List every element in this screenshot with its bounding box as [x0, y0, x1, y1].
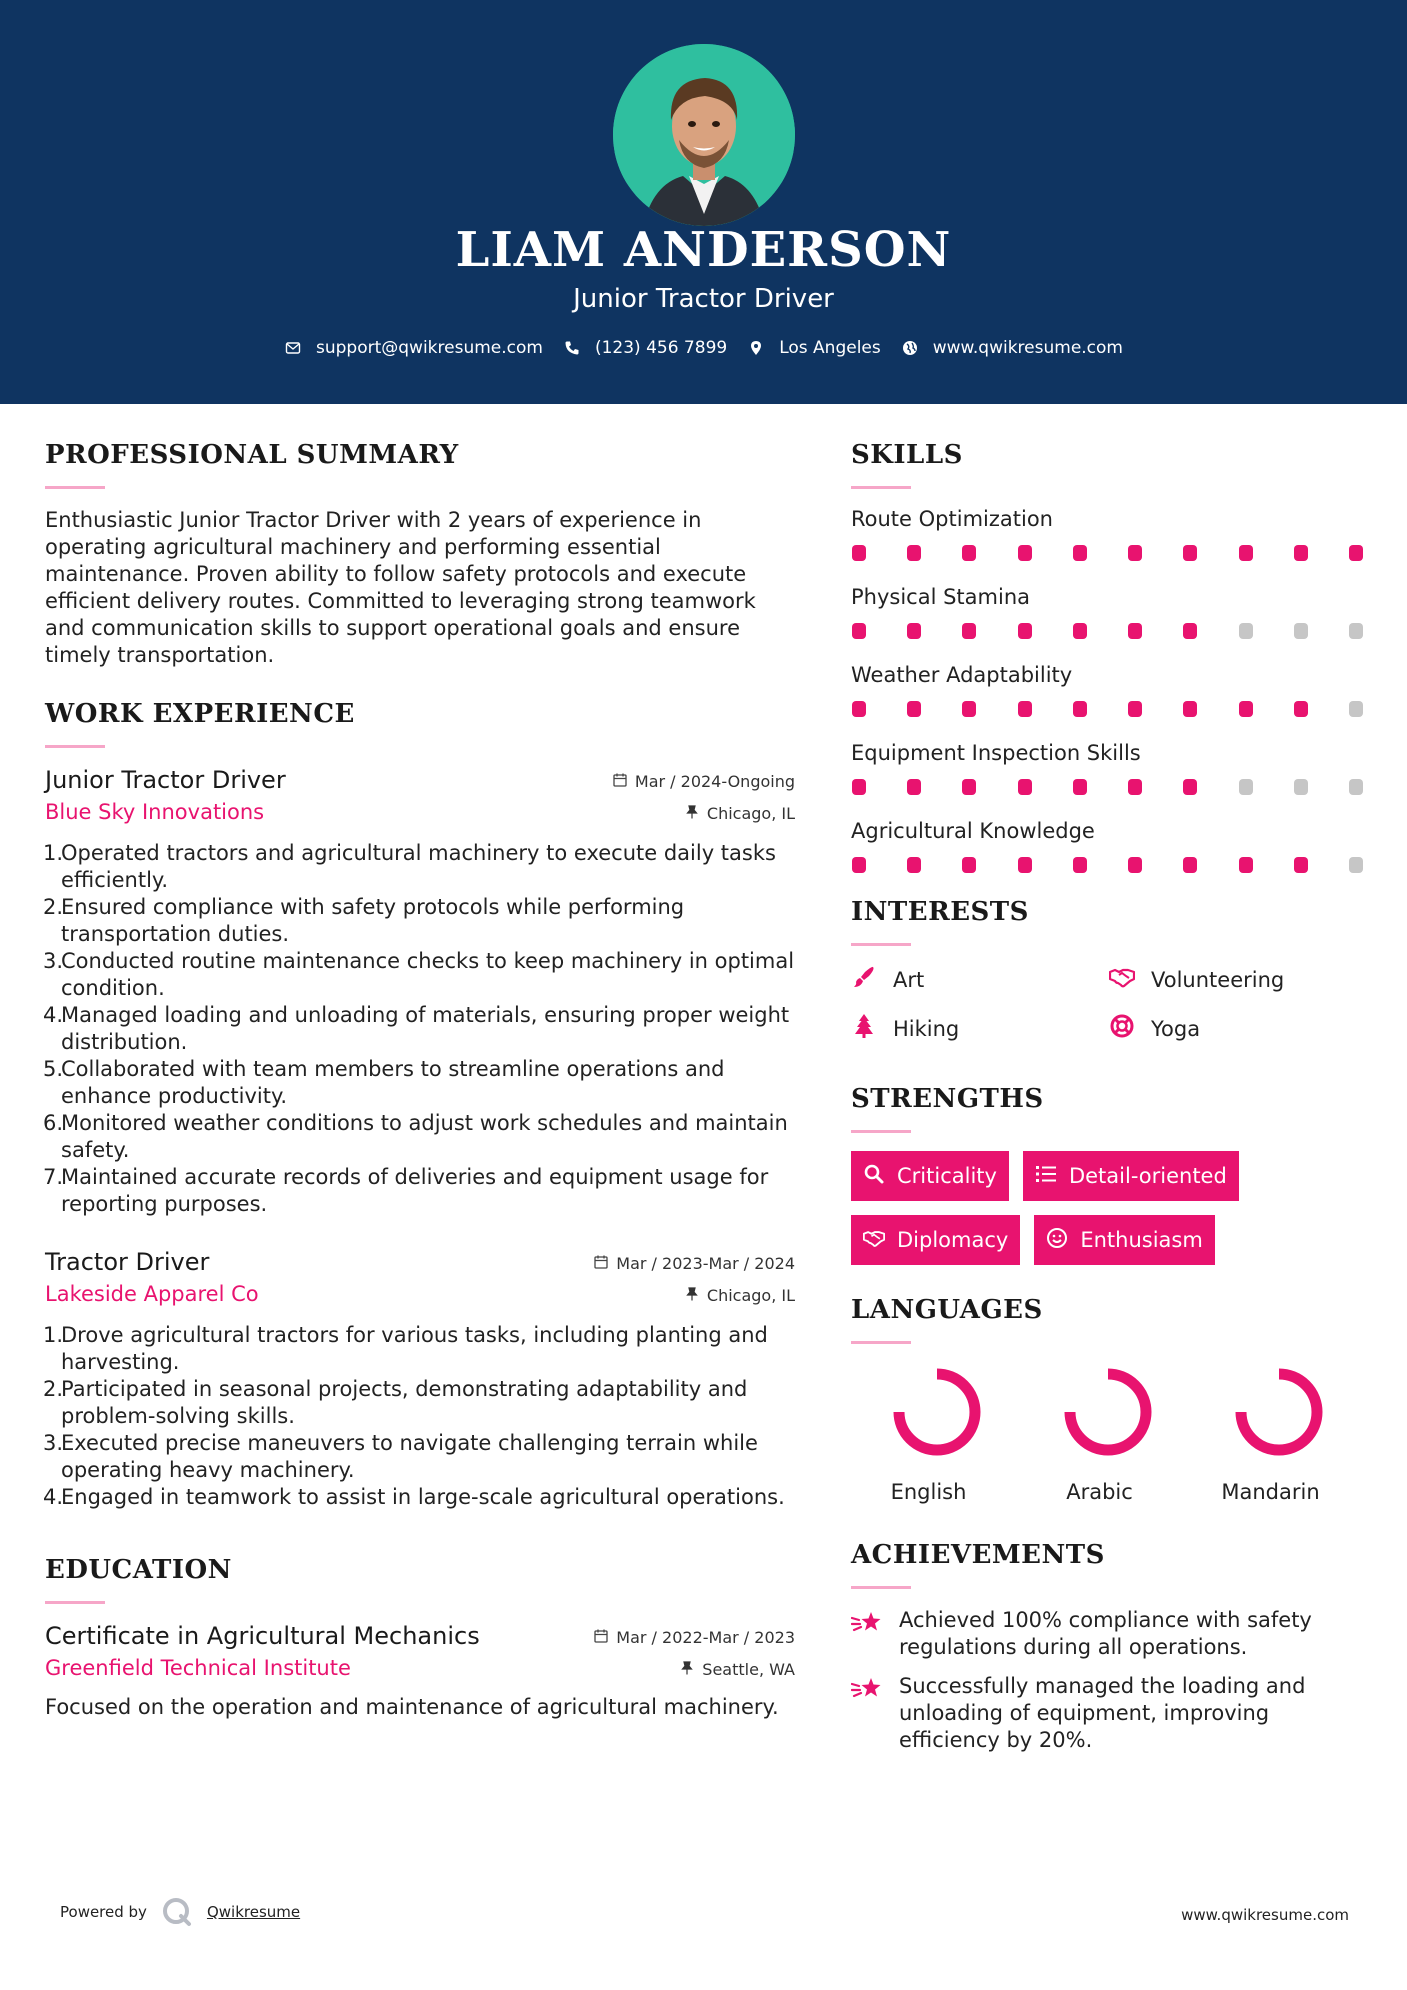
- interests-section: [851, 897, 1371, 1044]
- strength-tags: [851, 1151, 1371, 1265]
- search-icon: [863, 1163, 885, 1190]
- shooting-star-icon: [851, 1607, 883, 1661]
- rating-dot-filled: [1128, 701, 1142, 717]
- rating-dot-empty: [1294, 779, 1308, 795]
- tree-icon: [851, 1013, 877, 1044]
- skills-section: [851, 440, 1371, 873]
- qwikresume-logo-icon: [161, 1896, 193, 1928]
- rating-dot-filled: [1073, 779, 1087, 795]
- duty-item: 1. Operated tractors and agricultural machinery to execute daily tasks efficiently.: [43, 841, 776, 892]
- rating-dot-filled: [1018, 857, 1032, 873]
- phone-text: (123) 456 7899: [594, 338, 728, 358]
- job-company: Blue Sky Innovations: [45, 800, 265, 824]
- education-location: Seattle, WA: [702, 1660, 795, 1679]
- rating-dot-empty: [1349, 779, 1363, 795]
- degree-title: Certificate in Agricultural Mechanics: [45, 1622, 480, 1650]
- qwikresume-link[interactable]: Qwikresume: [206, 1903, 301, 1921]
- contact-website[interactable]: [901, 338, 1123, 358]
- proficiency-arc: [1241, 1374, 1317, 1450]
- section-divider: [45, 1601, 105, 1604]
- proficiency-ring: [1229, 1362, 1329, 1462]
- languages-title: LANGUAGES: [851, 1295, 1043, 1325]
- languages-section: [851, 1295, 1371, 1504]
- rating-dot-filled: [1294, 701, 1308, 717]
- skill-name: Agricultural Knowledge: [851, 819, 1095, 843]
- section-divider: [851, 1341, 911, 1344]
- interests-grid: [851, 964, 1371, 1044]
- duty-item: 7. Maintained accurate records of deliveries and equipment usage for reporting purposes.: [43, 1165, 769, 1216]
- section-divider: [851, 943, 911, 946]
- strength-tag: Criticality: [851, 1151, 1009, 1201]
- duty-item: 3. Executed precise maneuvers to navigate challenging terrain while operating heavy machinery.: [43, 1431, 758, 1482]
- proficiency-ring: [1058, 1362, 1158, 1462]
- language-item: Mandarin: [1193, 1362, 1364, 1504]
- contact-bar: [0, 338, 1407, 358]
- skill-rating: [851, 857, 1363, 873]
- education-section: [45, 1555, 795, 1721]
- rating-dot-empty: [1294, 623, 1308, 639]
- rating-dot-filled: [852, 857, 866, 873]
- phone-icon: [563, 339, 581, 357]
- rating-dot-filled: [1183, 857, 1197, 873]
- job-dates: Mar / 2023-Mar / 2024: [616, 1254, 795, 1273]
- skill-rating: [851, 701, 1363, 717]
- rating-dot-filled: [1073, 545, 1087, 561]
- rating-dot-filled: [962, 623, 976, 639]
- right-column: [851, 440, 1371, 1766]
- job-entry: [45, 766, 795, 1218]
- section-divider: [851, 1586, 911, 1589]
- skill-rating: [851, 779, 1363, 795]
- handshake-icon: [1109, 964, 1135, 995]
- strengths-title: STRENGTHS: [851, 1084, 1044, 1114]
- language-list: [851, 1362, 1371, 1504]
- pushpin-icon: [685, 798, 699, 830]
- rating-dot-filled: [1239, 545, 1253, 561]
- rating-dot-filled: [852, 701, 866, 717]
- job-location: Chicago, IL: [706, 804, 795, 823]
- section-divider: [45, 486, 105, 489]
- strength-tag: Detail-oriented: [1023, 1151, 1239, 1201]
- rating-dot-filled: [1018, 623, 1032, 639]
- interest-item-art: Art: [851, 964, 1109, 995]
- strength-tag: Enthusiasm: [1034, 1215, 1214, 1265]
- lifebuoy-icon: [1109, 1013, 1135, 1044]
- paintbrush-icon: [851, 964, 877, 995]
- language-item: Arabic: [1022, 1362, 1193, 1504]
- profile-photo: [613, 44, 795, 226]
- rating-dot-filled: [1073, 623, 1087, 639]
- website-text: www.qwikresume.com: [932, 338, 1123, 358]
- rating-dot-empty: [1349, 857, 1363, 873]
- interest-item-hiking: Hiking: [851, 1013, 1109, 1044]
- rating-dot-filled: [907, 779, 921, 795]
- skill-rating: [851, 545, 1363, 561]
- proficiency-ring: [887, 1362, 987, 1462]
- section-divider: [45, 745, 105, 748]
- footer-website-link[interactable]: www.qwikresume.com: [1181, 1906, 1349, 1924]
- rating-dot-filled: [1128, 545, 1142, 561]
- rating-dot-filled: [962, 857, 976, 873]
- powered-by-label: Powered by: [60, 1903, 147, 1921]
- footer-branding: [60, 1896, 300, 1928]
- candidate-role: Junior Tractor Driver: [573, 284, 834, 314]
- rating-dot-filled: [1073, 857, 1087, 873]
- job-entry: [45, 1248, 795, 1511]
- summary-text: Enthusiastic Junior Tractor Driver with 2 years of experience in operating agricultural machinery and performing essential maintenance. Proven ability to follow safety protocols and execute efficient delivery routes. Committed to leveraging strong teamwork and communication skills to support operational goals and ensure timely transportation.: [45, 508, 756, 667]
- duty-item: 2. Ensured compliance with safety protocols while performing transportation duties.: [43, 895, 685, 946]
- map-pin-icon: [747, 339, 765, 357]
- skill-name: Route Optimization: [851, 507, 1053, 531]
- rating-dot-filled: [1128, 857, 1142, 873]
- resume-header: [0, 0, 1407, 404]
- skills-list: [851, 507, 1371, 873]
- proficiency-arc: [1070, 1374, 1146, 1450]
- achievement-item: Successfully managed the loading and unloading of equipment, improving efficiency by 20%.: [851, 1673, 1371, 1754]
- skill-rating: [851, 623, 1363, 639]
- rating-dot-filled: [907, 545, 921, 561]
- rating-dot-filled: [1294, 857, 1308, 873]
- skill-name: Weather Adaptability: [851, 663, 1073, 687]
- proficiency-arc: [899, 1374, 975, 1450]
- rating-dot-filled: [1018, 701, 1032, 717]
- rating-dot-filled: [1018, 779, 1032, 795]
- duty-item: 1. Drove agricultural tractors for various tasks, including planting and harvesting.: [43, 1323, 768, 1374]
- duty-item: 2. Participated in seasonal projects, demonstrating adaptability and problem-solving skills.: [43, 1377, 748, 1428]
- strengths-section: [851, 1084, 1371, 1265]
- education-dates: Mar / 2022-Mar / 2023: [616, 1628, 795, 1647]
- rating-dot-filled: [1128, 623, 1142, 639]
- language-item: English: [851, 1362, 1022, 1504]
- rating-dot-filled: [1294, 545, 1308, 561]
- duty-item: 6. Monitored weather conditions to adjust work schedules and maintain safety.: [43, 1111, 788, 1162]
- rating-dot-empty: [1239, 779, 1253, 795]
- duty-item: 4. Engaged in teamwork to assist in large-scale agricultural operations.: [43, 1485, 785, 1509]
- skills-title: SKILLS: [851, 440, 963, 470]
- rating-dot-filled: [1349, 545, 1363, 561]
- contact-phone[interactable]: [563, 338, 727, 358]
- profile-photo-illustration: [613, 44, 795, 226]
- rating-dot-filled: [1183, 545, 1197, 561]
- interest-item-yoga: Yoga: [1109, 1013, 1349, 1044]
- job-dates: Mar / 2024-Ongoing: [634, 772, 795, 791]
- summary-section: [45, 440, 795, 669]
- rating-dot-filled: [962, 701, 976, 717]
- education-description: Focused on the operation and maintenance of agricultural machinery.: [45, 1695, 779, 1719]
- rating-dot-empty: [1349, 701, 1363, 717]
- pushpin-icon: [680, 1654, 694, 1686]
- rating-dot-empty: [1349, 623, 1363, 639]
- rating-dot-filled: [1239, 701, 1253, 717]
- achievements-section: [851, 1540, 1371, 1754]
- globe-icon: [901, 339, 919, 357]
- school-name: Greenfield Technical Institute: [45, 1656, 351, 1680]
- location-text: Los Angeles: [779, 338, 881, 358]
- section-divider: [851, 1130, 911, 1133]
- strength-tag: Diplomacy: [851, 1215, 1020, 1265]
- rating-dot-filled: [962, 779, 976, 795]
- rating-dot-filled: [1073, 701, 1087, 717]
- rating-dot-filled: [852, 545, 866, 561]
- rating-dot-filled: [1239, 857, 1253, 873]
- job-title: Junior Tractor Driver: [45, 766, 286, 794]
- calendar-icon: [594, 1622, 608, 1654]
- rating-dot-filled: [1183, 701, 1197, 717]
- contact-email[interactable]: [284, 338, 543, 358]
- rating-dot-filled: [1018, 545, 1032, 561]
- shooting-star-icon: [851, 1673, 883, 1754]
- pushpin-icon: [685, 1280, 699, 1312]
- handshake-icon: [863, 1227, 885, 1254]
- job-title: Tractor Driver: [45, 1248, 210, 1276]
- rating-dot-filled: [1183, 623, 1197, 639]
- duty-item: 4. Managed loading and unloading of materials, ensuring proper weight distribution.: [43, 1003, 790, 1054]
- skill-name: Physical Stamina: [851, 585, 1031, 609]
- email-text: support@qwikresume.com: [316, 338, 543, 358]
- job-company: Lakeside Apparel Co: [45, 1282, 259, 1306]
- rating-dot-filled: [852, 779, 866, 795]
- contact-location: [747, 338, 881, 358]
- rating-dot-filled: [907, 857, 921, 873]
- achievements-title: ACHIEVEMENTS: [851, 1540, 1105, 1570]
- interest-item-volunteering: Volunteering: [1109, 964, 1349, 995]
- candidate-name: LIAM ANDERSON: [455, 222, 952, 278]
- duty-item: 3. Conducted routine maintenance checks to keep machinery in optimal condition.: [43, 949, 795, 1000]
- education-title: EDUCATION: [45, 1555, 232, 1585]
- rating-dot-filled: [1183, 779, 1197, 795]
- interests-title: INTERESTS: [851, 897, 1029, 927]
- job-location: Chicago, IL: [706, 1286, 795, 1305]
- calendar-icon: [613, 766, 627, 798]
- calendar-icon: [594, 1248, 608, 1280]
- skill-name: Equipment Inspection Skills: [851, 741, 1141, 765]
- envelope-icon: [284, 339, 302, 357]
- experience-section: [45, 699, 795, 1511]
- experience-title: WORK EXPERIENCE: [45, 699, 355, 729]
- rating-dot-filled: [852, 623, 866, 639]
- list-icon: [1035, 1163, 1057, 1190]
- rating-dot-filled: [907, 623, 921, 639]
- rating-dot-filled: [1128, 779, 1142, 795]
- education-entry: [45, 1622, 795, 1721]
- left-column: [45, 440, 795, 1721]
- achievement-item: Achieved 100% compliance with safety regulations during all operations.: [851, 1607, 1371, 1661]
- section-divider: [851, 486, 911, 489]
- rating-dot-filled: [907, 701, 921, 717]
- smile-icon: [1046, 1227, 1068, 1254]
- rating-dot-empty: [1239, 623, 1253, 639]
- rating-dot-filled: [962, 545, 976, 561]
- duty-list: [45, 840, 795, 1218]
- summary-title: PROFESSIONAL SUMMARY: [45, 440, 459, 470]
- duty-item: 5. Collaborated with team members to streamline operations and enhance productivity.: [43, 1057, 725, 1108]
- duty-list: [45, 1322, 795, 1511]
